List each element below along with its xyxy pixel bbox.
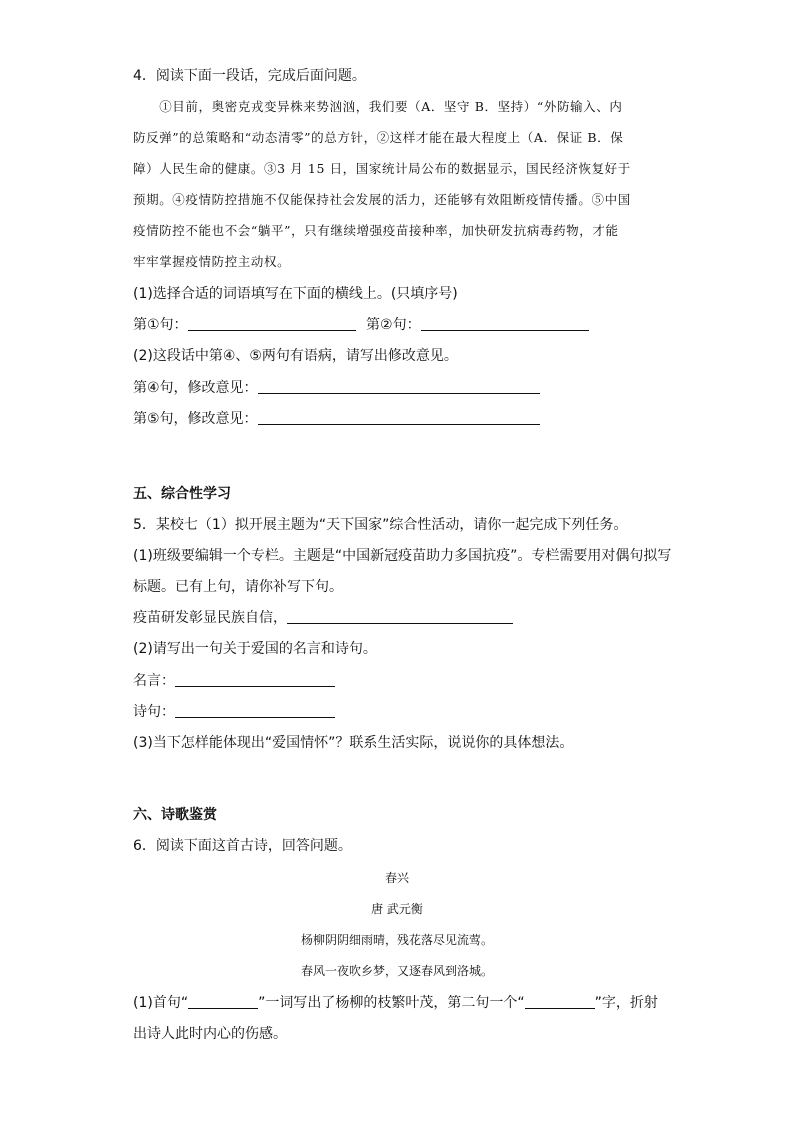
section5-heading: 五、综合性学习 — [133, 486, 231, 502]
q5-subquestion-2: (2)请写出一句关于爱国的名言和诗句。 — [133, 641, 377, 657]
q4-passage-line: 疫情防控不能也不会“躺平”，只有继续增强疫苗接种率，加快研发抗病毒药物，才能 — [133, 223, 619, 238]
q4-subquestion-2: (2)这段话中第④、⑤两句有语病，请写出修改意见。 — [133, 348, 458, 364]
q4-passage-line: ①目前，奥密克戎变异株来势汹汹，我们要（A．坚守 B．坚持）“外防输入、内 — [133, 99, 623, 114]
q5-subquestion-1b: 标题。已有上句，请你补写下句。 — [133, 579, 343, 595]
answer-blank-shiju[interactable] — [175, 703, 335, 718]
q5-subquestion-1a: (1)班级要编辑一个专栏。主题是“中国新冠疫苗助力多国抗疫”。专栏需要用对偶句拟写 — [133, 548, 672, 564]
answer-blank-sentence4[interactable] — [258, 379, 540, 394]
q4-passage-line: 防反弹”的总策略和“动态清零”的总方针，②这样才能在最大程度上（A．保证 B．保 — [133, 130, 624, 145]
q4-passage-line: 牢牢掌握疫情防控主动权。 — [133, 254, 291, 269]
answer-blank-mingyan[interactable] — [175, 672, 335, 687]
q4-subquestion-1: (1)选择合适的词语填写在下面的横线上。(只填序号) — [133, 286, 458, 302]
shiju-label: 诗句： — [133, 704, 175, 720]
q6-sub1-part-b: ”一词写出了杨柳的枝繁叶茂，第二句一个“ — [258, 995, 525, 1011]
answer-blank-sentence1[interactable] — [188, 316, 356, 331]
q6-subquestion-1 — [133, 993, 658, 1013]
q6-subquestion-1-cont: 出诗人此时内心的伤感。 — [133, 1026, 287, 1042]
poem-author: 唐 武元衡 — [371, 902, 423, 916]
q6-sub1-part-c: ”字，折射 — [594, 995, 658, 1011]
answer-blank-sentence2[interactable] — [421, 316, 589, 331]
sentence1-label: 第①句： — [133, 317, 188, 333]
q4-sentence5-row — [133, 409, 540, 429]
section6-heading: 六、诗歌鉴赏 — [133, 807, 217, 823]
sentence5-label: 第⑤句，修改意见： — [133, 411, 258, 427]
q6-sub1-part-a: (1)首句“ — [133, 995, 189, 1011]
q4-title: 4．阅读下面一段话，完成后面问题。 — [133, 68, 366, 84]
q6-title: 6．阅读下面这首古诗，回答问题。 — [133, 838, 352, 854]
q4-sentence4-row — [133, 378, 540, 398]
answer-blank-couplet[interactable] — [287, 609, 513, 624]
mingyan-label: 名言： — [133, 673, 175, 689]
poem-title: 春兴 — [384, 871, 409, 885]
q4-passage-line: 障）人民生命的健康。③3 月 15 日，国家统计局公布的数据显示，国民经济恢复好于 — [133, 161, 631, 176]
q5-mingyan-row — [133, 671, 335, 691]
q5-subquestion-3: (3)当下怎样能体现出“爱国情怀”？联系生活实际，说说你的具体想法。 — [133, 735, 574, 751]
answer-blank-sentence5[interactable] — [258, 410, 540, 425]
q4-passage-line: 预期。④疫情防控措施不仅能保持社会发展的活力，还能够有效阻断疫情传播。⑤中国 — [133, 192, 631, 207]
sentence4-label: 第④句，修改意见： — [133, 380, 258, 396]
q5-couplet-row — [133, 608, 513, 628]
q5-title: 5．某校七（1）拟开展主题为“天下国家”综合性活动，请你一起完成下列任务。 — [133, 517, 628, 533]
poem-line-2: 春风一夜吹乡梦，又逐春风到洛城。 — [300, 964, 493, 978]
poem-line-1: 杨柳阴阴细雨晴，残花落尽见流莺。 — [300, 933, 493, 947]
sentence2-label: 第②句： — [366, 317, 421, 333]
q4-sentence1-row — [133, 315, 589, 335]
q5-shiju-row — [133, 702, 335, 722]
answer-blank-first-line-word[interactable] — [188, 994, 258, 1009]
answer-blank-second-line-char[interactable] — [525, 994, 595, 1009]
couplet-first-half: 疫苗研发彰显民族自信， — [133, 610, 287, 626]
